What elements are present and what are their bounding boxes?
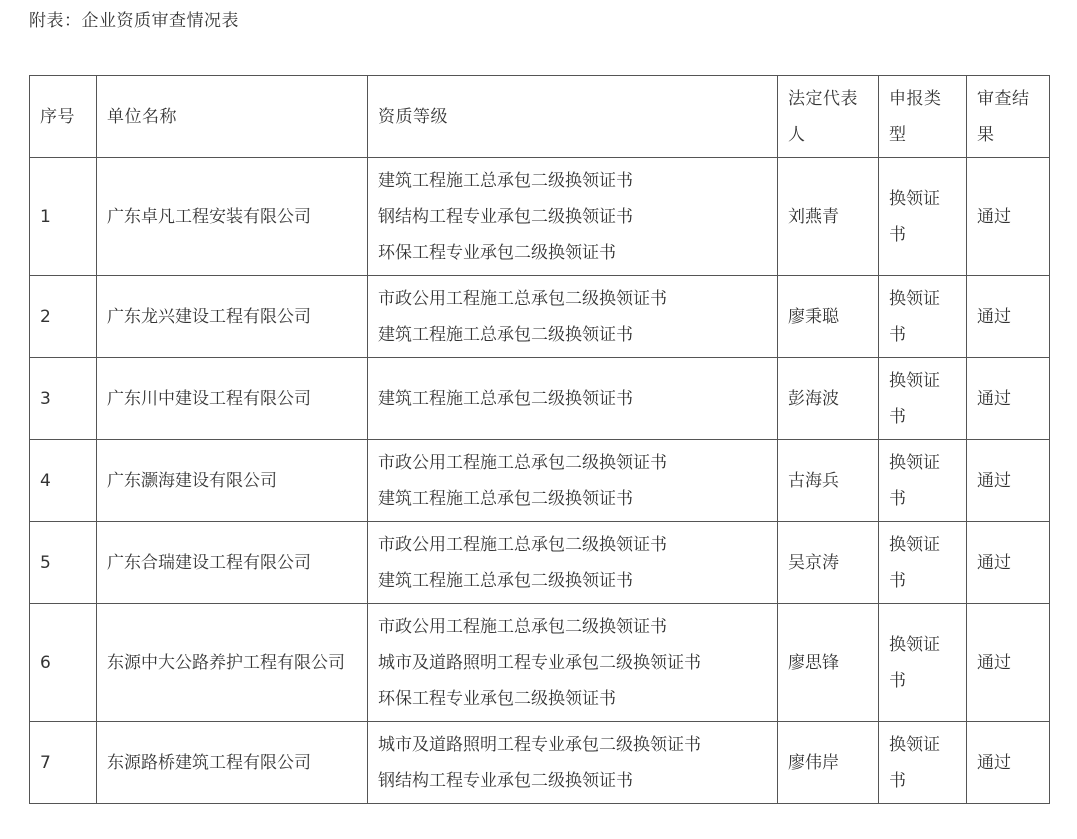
- row-legal-rep: 廖伟岸: [778, 722, 879, 804]
- row-result: 通过: [967, 440, 1050, 522]
- row-legal-rep: 古海兵: [778, 440, 879, 522]
- row-legal-rep: 吴京涛: [778, 522, 879, 604]
- row-company: 东源中大公路养护工程有限公司: [97, 604, 368, 722]
- row-legal-rep: 廖秉聪: [778, 276, 879, 358]
- row-result: 通过: [967, 522, 1050, 604]
- row-index: 1: [30, 158, 97, 276]
- row-company: 广东卓凡工程安装有限公司: [97, 158, 368, 276]
- row-qualifications: [368, 158, 778, 276]
- row-result: 通过: [967, 276, 1050, 358]
- row-apply-type: 换领证书: [879, 276, 967, 358]
- table-caption: 附表：企业资质审查情况表: [29, 11, 239, 31]
- table-row: [30, 722, 1050, 804]
- row-index: 3: [30, 358, 97, 440]
- row-qualifications: [368, 440, 778, 522]
- qualification-line: 市政公用工程施工总承包二级换领证书: [378, 288, 667, 309]
- row-company: 广东龙兴建设工程有限公司: [97, 276, 368, 358]
- header-apply-type: 申报类型: [879, 76, 967, 158]
- table-row: [30, 604, 1050, 722]
- qualification-line: 环保工程专业承包二级换领证书: [378, 688, 616, 709]
- header-index: 序号: [30, 76, 97, 158]
- row-result: 通过: [967, 358, 1050, 440]
- row-legal-rep: 彭海波: [778, 358, 879, 440]
- qualification-line: 环保工程专业承包二级换领证书: [378, 242, 616, 263]
- row-index: 5: [30, 522, 97, 604]
- qualification-line: 建筑工程施工总承包二级换领证书: [378, 388, 633, 409]
- row-qualifications: [368, 276, 778, 358]
- qualification-line: 市政公用工程施工总承包二级换领证书: [378, 616, 667, 637]
- row-company: 广东川中建设工程有限公司: [97, 358, 368, 440]
- row-company: 东源路桥建筑工程有限公司: [97, 722, 368, 804]
- row-qualifications: [368, 722, 778, 804]
- row-legal-rep: 刘燕青: [778, 158, 879, 276]
- qualification-line: 建筑工程施工总承包二级换领证书: [378, 488, 633, 509]
- table-row: [30, 440, 1050, 522]
- table-header-row: [30, 76, 1050, 158]
- row-index: 2: [30, 276, 97, 358]
- row-result: 通过: [967, 722, 1050, 804]
- qualification-line: 钢结构工程专业承包二级换领证书: [378, 770, 633, 791]
- qualification-line: 建筑工程施工总承包二级换领证书: [378, 170, 633, 191]
- qualification-line: 城市及道路照明工程专业承包二级换领证书: [378, 734, 701, 755]
- table-row: [30, 522, 1050, 604]
- row-index: 6: [30, 604, 97, 722]
- table-row: [30, 276, 1050, 358]
- row-index: 4: [30, 440, 97, 522]
- qualification-line: 建筑工程施工总承包二级换领证书: [378, 570, 633, 591]
- row-apply-type: 换领证书: [879, 358, 967, 440]
- row-qualifications: [368, 358, 778, 440]
- row-apply-type: 换领证书: [879, 158, 967, 276]
- row-result: 通过: [967, 158, 1050, 276]
- row-legal-rep: 廖思锋: [778, 604, 879, 722]
- header-company: 单位名称: [97, 76, 368, 158]
- table-row: [30, 358, 1050, 440]
- qualification-line: 市政公用工程施工总承包二级换领证书: [378, 452, 667, 473]
- header-qualification: 资质等级: [368, 76, 778, 158]
- row-result: 通过: [967, 604, 1050, 722]
- row-company: 广东灏海建设有限公司: [97, 440, 368, 522]
- header-legal-rep: 法定代表人: [778, 76, 879, 158]
- qualification-line: 市政公用工程施工总承包二级换领证书: [378, 534, 667, 555]
- row-index: 7: [30, 722, 97, 804]
- qualification-line: 钢结构工程专业承包二级换领证书: [378, 206, 633, 227]
- row-apply-type: 换领证书: [879, 440, 967, 522]
- qualification-line: 城市及道路照明工程专业承包二级换领证书: [378, 652, 701, 673]
- table-row: [30, 158, 1050, 276]
- row-apply-type: 换领证书: [879, 722, 967, 804]
- row-qualifications: [368, 522, 778, 604]
- qualification-review-table: [29, 75, 1050, 804]
- header-result: 审查结果: [967, 76, 1050, 158]
- row-company: 广东合瑞建设工程有限公司: [97, 522, 368, 604]
- row-apply-type: 换领证书: [879, 604, 967, 722]
- row-apply-type: 换领证书: [879, 522, 967, 604]
- row-qualifications: [368, 604, 778, 722]
- qualification-line: 建筑工程施工总承包二级换领证书: [378, 324, 633, 345]
